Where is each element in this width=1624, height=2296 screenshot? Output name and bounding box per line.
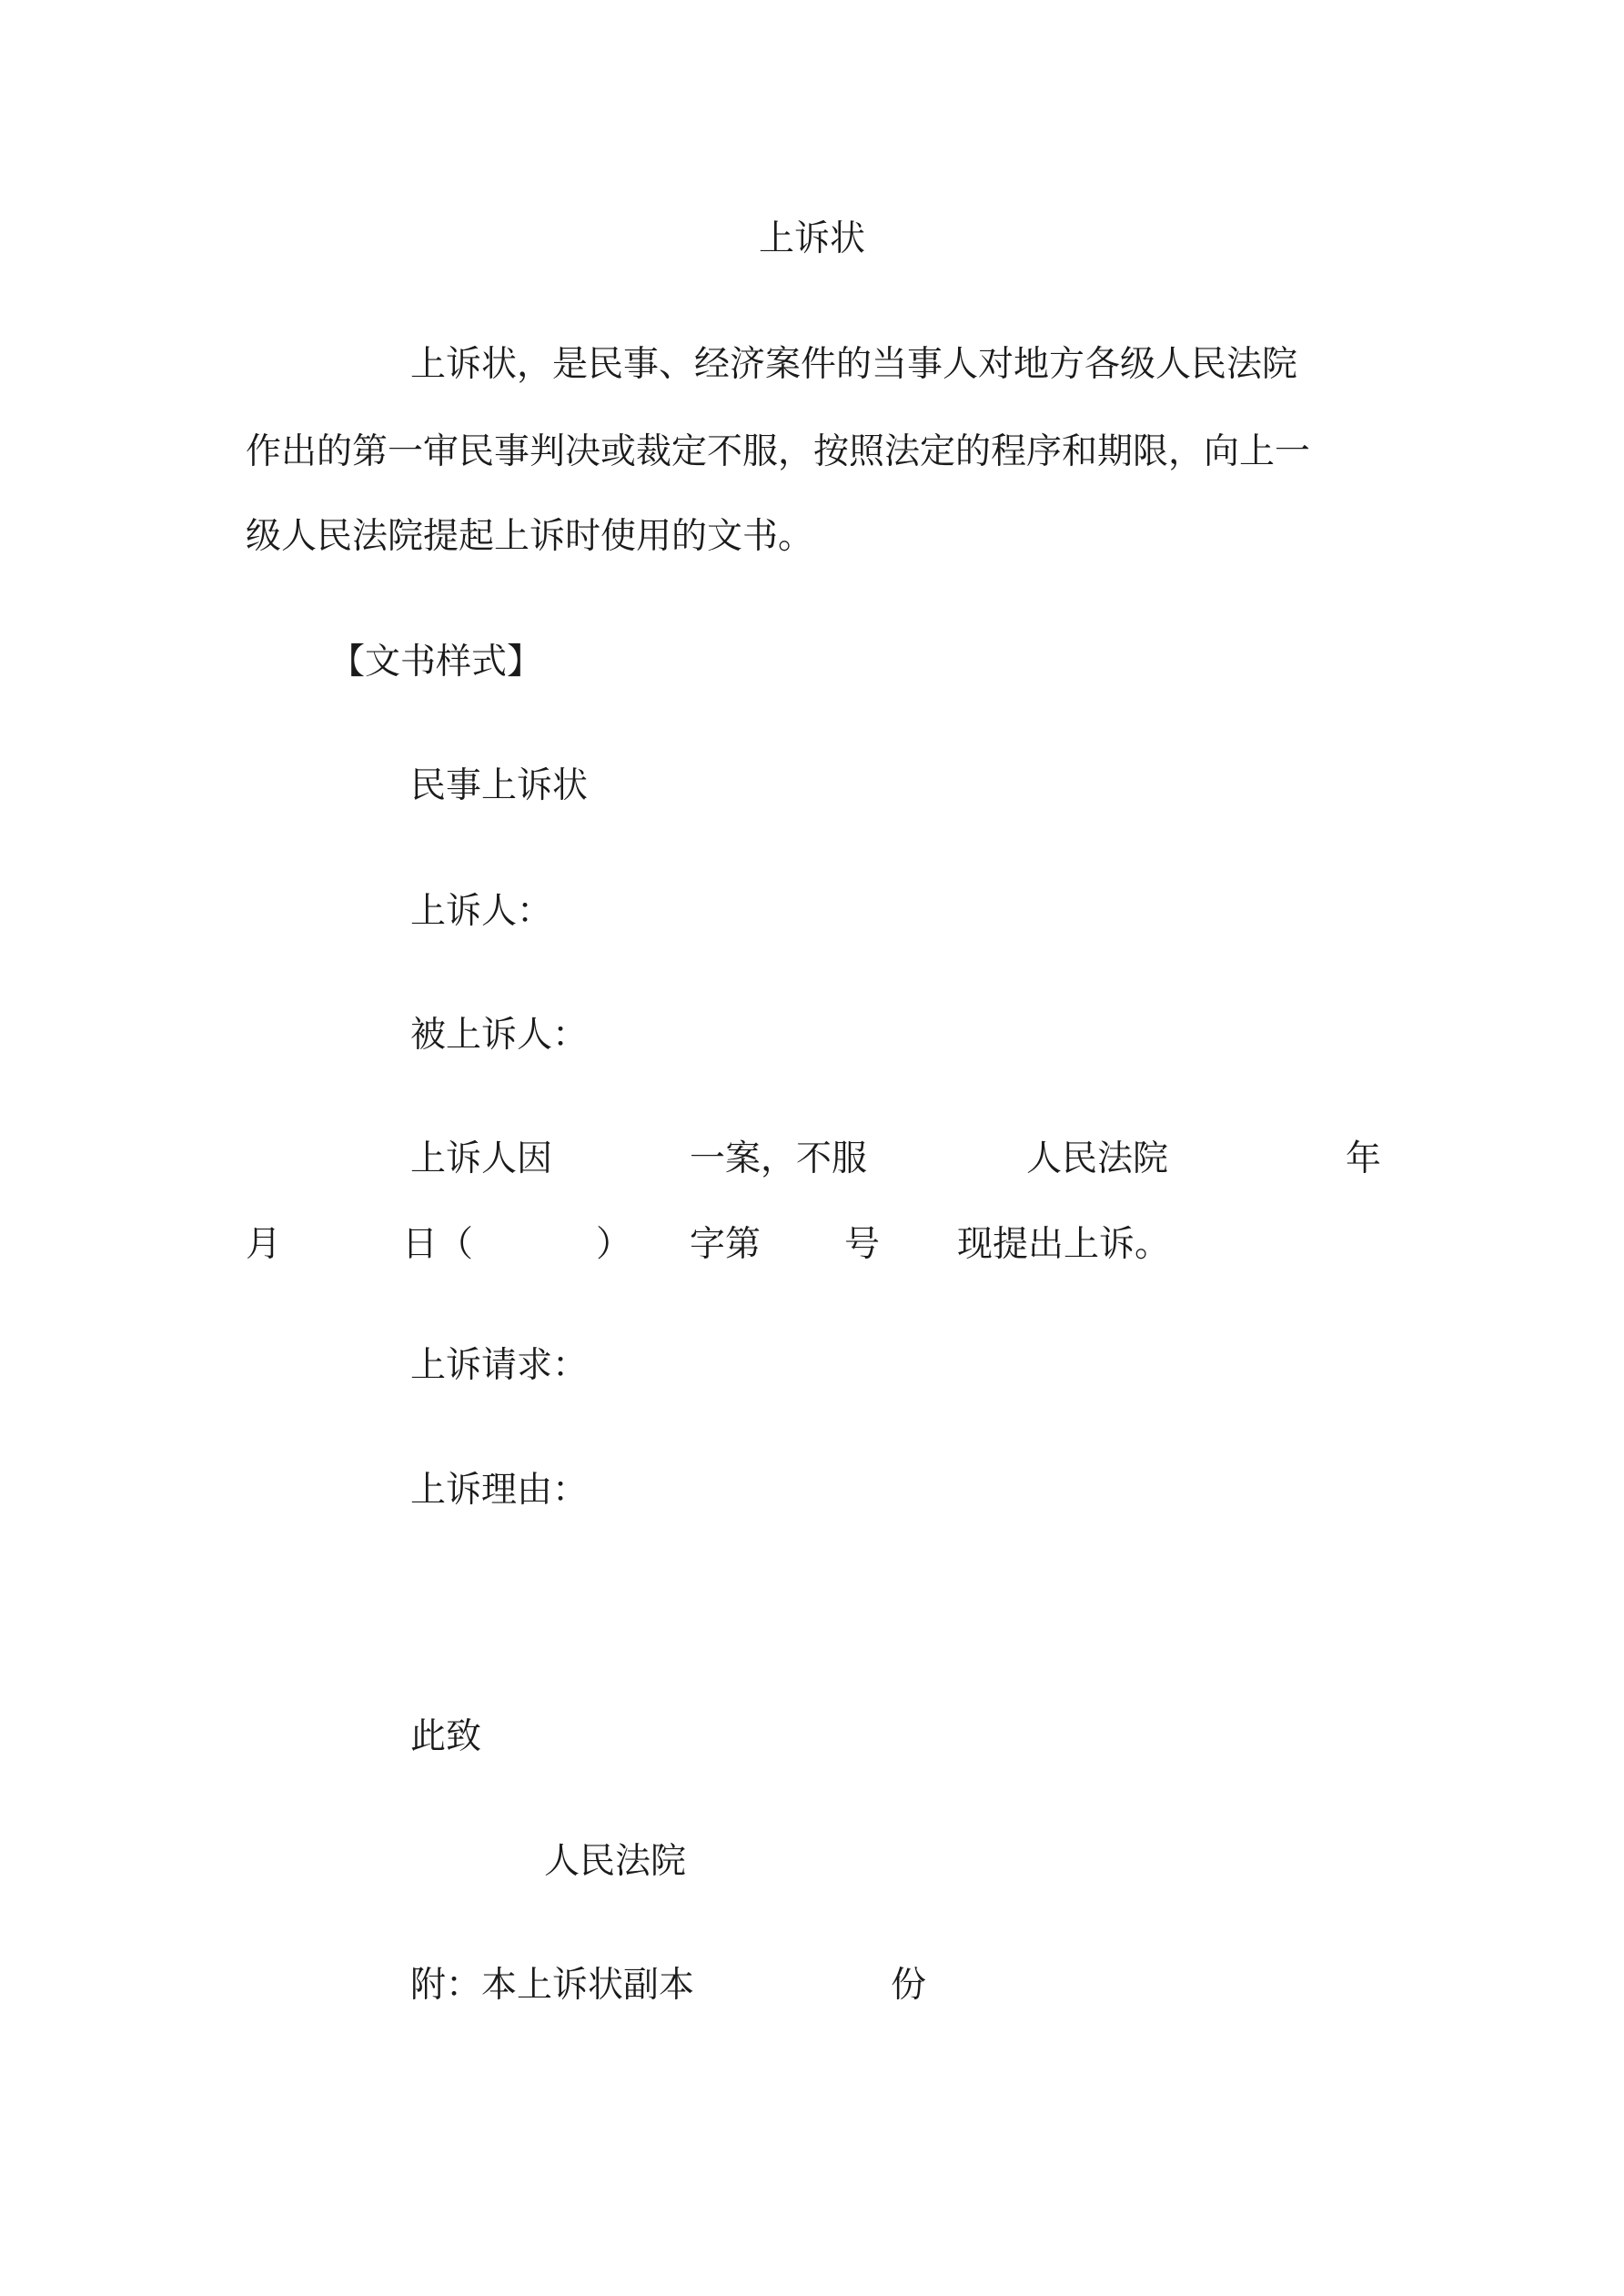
document-title: 上诉状 <box>758 218 866 259</box>
section-heading: 【文书样式】 <box>329 642 543 683</box>
reason-label: 上诉理由： <box>410 1470 589 1511</box>
statement-segment-c: 人民法院 <box>1026 1138 1169 1179</box>
form-title: 民事上诉状 <box>410 765 589 806</box>
request-label: 上诉请求： <box>410 1345 589 1386</box>
court-name: 人民法院 <box>544 1841 687 1882</box>
statement-segment-i: 号 <box>844 1224 881 1265</box>
statement-segment-e: 月 <box>246 1224 282 1265</box>
attachment-prefix: 附：本上诉状副本 <box>410 1965 695 2006</box>
intro-line-2: 作出的第一审民事判决或裁定不服，按照法定的程序和期限，向上一 <box>246 431 1311 472</box>
statement-segment-b: 一案，不服 <box>690 1138 868 1179</box>
salutation: 此致 <box>410 1716 482 1757</box>
statement-segment-g: ） <box>596 1224 632 1265</box>
attachment-suffix: 份 <box>891 1965 927 2006</box>
statement-segment-f: 日（ <box>402 1224 474 1265</box>
appellant-label: 上诉人： <box>410 891 553 932</box>
statement-segment-d: 年 <box>1346 1138 1382 1179</box>
appellee-label: 被上诉人： <box>410 1015 589 1056</box>
intro-line-1: 上诉状，是民事、经济案件的当事人对地方各级人民法院 <box>410 344 1298 385</box>
intro-line-3: 级人民法院提起上诉时使用的文书。 <box>246 516 814 557</box>
statement-segment-j: 现提出上诉。 <box>957 1224 1171 1265</box>
statement-segment-a: 上诉人因 <box>410 1138 553 1179</box>
statement-segment-h: 字第 <box>690 1224 762 1265</box>
